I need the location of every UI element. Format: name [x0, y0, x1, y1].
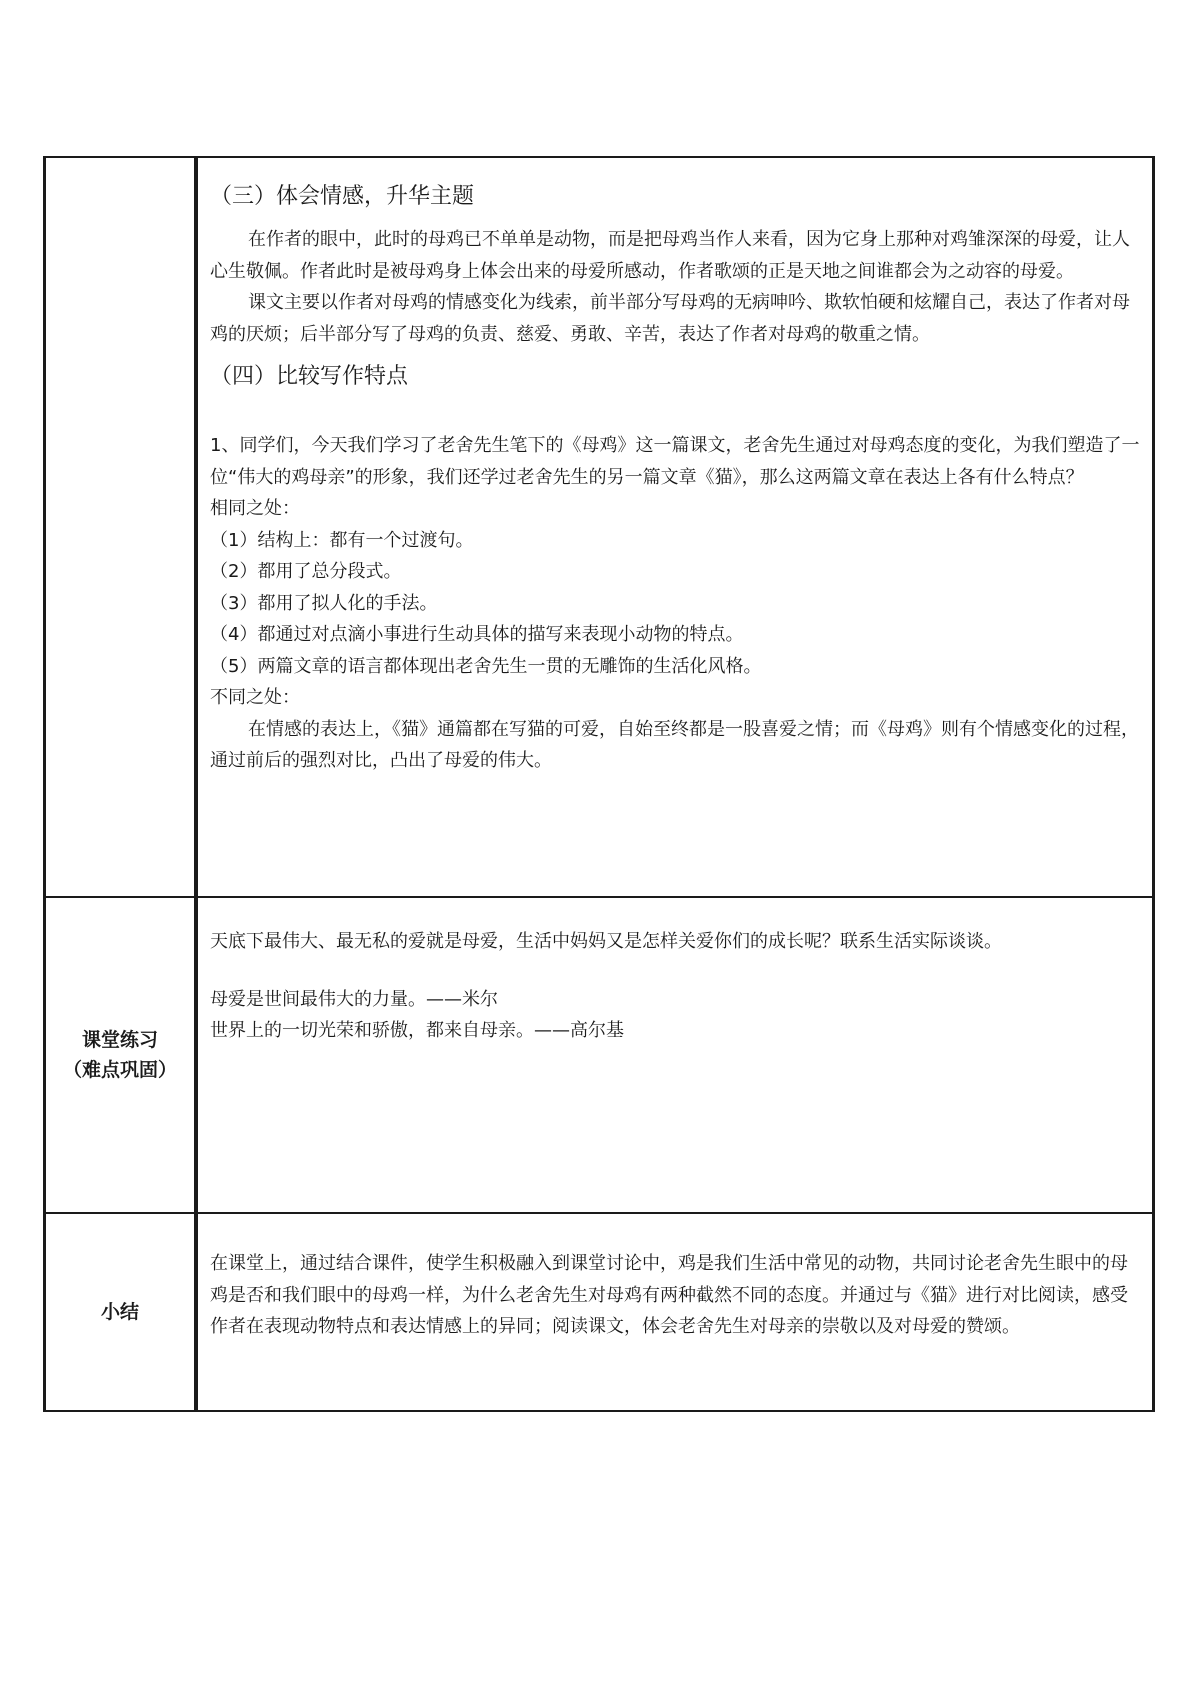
- practice-quote: 世界上的一切光荣和骄傲，都来自母亲。——高尔基: [210, 1020, 624, 1041]
- section3-heading: （三）体会情感，升华主题: [210, 184, 475, 209]
- similarity-item: （3）都用了拟人化的手法。: [210, 592, 438, 614]
- table-row-teaching-process: [45, 157, 1154, 897]
- similarity-item: （1）结构上：都有一个过渡句。: [210, 529, 474, 551]
- section3-paragraph-2: 课文主要以作者对母鸡的情感变化为线索，前半部分写母鸡的无病呻吟、欺软怕硬和炫耀自己，表达了作者对母鸡的厌烦；后半部分写了母鸡的负责、慈爱、勇敢、辛苦，表达了作者对母鸡的敬重之情。: [210, 292, 1130, 345]
- row-label-empty: [45, 157, 197, 897]
- practice-prompt: 天底下最伟大、最无私的爱就是母爱，生活中妈妈又是怎样关爱你们的成长呢？联系生活实际谈谈。: [210, 931, 1002, 952]
- summary-text: 在课堂上，通过结合课件，使学生积极融入到课堂讨论中，鸡是我们生活中常见的动物，共同讨论老舍先生眼中的母鸡是否和我们眼中的母鸡一样，为什么老舍先生对母鸡有两种截然不同的态度。并通过与《猫》进行对比阅读，感受作者在表现动物特点和表达情感上的异同；阅读课文，体会老舍先生对母亲的崇敬以及对母爱的赞颂。: [210, 1253, 1128, 1337]
- differences-title: 不同之处：: [210, 687, 300, 708]
- section4-heading: （四）比较写作特点: [210, 364, 409, 389]
- practice-content-cell: [196, 897, 1154, 1213]
- summary-label-cell: [45, 1213, 197, 1411]
- similarity-item: （5）两篇文章的语言都体现出老舍先生一贯的无雕饰的生活化风格。: [210, 655, 762, 677]
- differences-text: 在情感的表达上，《猫》通篇都在写猫的可爱，自始至终都是一股喜爱之情；而《母鸡》则有个情感变化的过程，通过前后的强烈对比，凸出了母爱的伟大。: [210, 718, 1139, 771]
- similarities-title: 相同之处：: [210, 498, 300, 519]
- practice-label: 课堂练习: [81, 1029, 158, 1051]
- similarity-item: （2）都用了总分段式。: [210, 561, 402, 582]
- lesson-plan-table: [43, 156, 1155, 1412]
- table-row-summary: [45, 1213, 1154, 1411]
- section3-paragraph-1: 在作者的眼中，此时的母鸡已不单单是动物，而是把母鸡当作人来看，因为它身上那种对鸡雏深深的母爱，让人心生敬佩。作者此时是被母鸡身上体会出来的母爱所感动，作者歌颂的正是天地之间谁都会为之动容的母爱。: [210, 229, 1130, 282]
- table-row-practice: [45, 897, 1154, 1213]
- similarity-item: （4）都通过对点滴小事进行生动具体的描写来表现小动物的特点。: [210, 624, 744, 645]
- practice-quote: 母爱是世间最伟大的力量。——米尔: [210, 988, 498, 1010]
- summary-content-cell: [196, 1213, 1154, 1411]
- comparison-question: 1、同学们，今天我们学习了老舍先生笔下的《母鸡》这一篇课文，老舍先生通过对母鸡态度的变化，为我们塑造了一位“伟大的鸡母亲”的形象，我们还学过老舍先生的另一篇文章《猫》，那么这两篇文章在表达上各有什么特点？: [210, 435, 1140, 488]
- summary-content: [198, 1248, 1152, 1343]
- summary-label: 小结: [100, 1301, 139, 1323]
- practice-content: [198, 926, 1152, 1047]
- practice-label-cell: [45, 897, 197, 1213]
- practice-sublabel: （难点巩固）: [62, 1059, 177, 1081]
- teaching-content: [198, 182, 1152, 777]
- teaching-content-cell: [196, 157, 1154, 897]
